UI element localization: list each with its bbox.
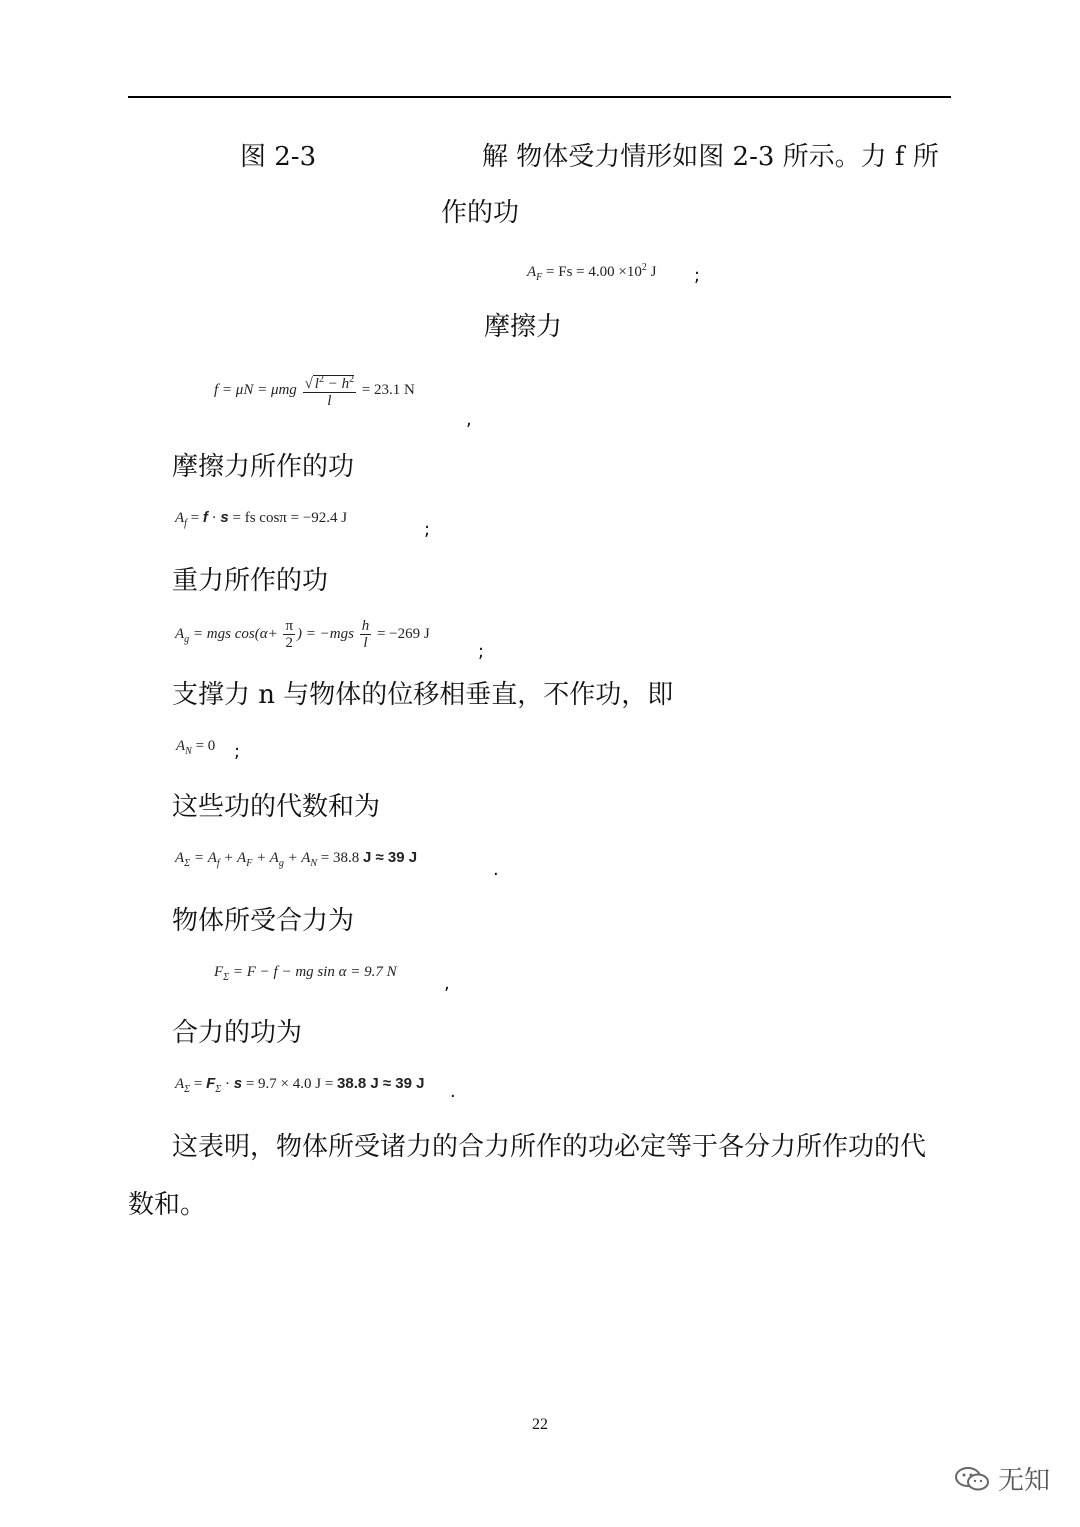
solution-intro-line1: 解 物体受力情形如图 2-3 所示。力 f 所 <box>482 142 939 172</box>
header-rule <box>128 96 951 98</box>
watermark <box>954 1460 1050 1497</box>
punct-semicolon: ; <box>694 265 701 286</box>
gravity-work-label: 重力所作的功 <box>172 566 329 596</box>
punct-semicolon: ; <box>478 641 485 662</box>
friction-label: 摩擦力 <box>484 312 563 342</box>
page-number: 22 <box>532 1416 548 1433</box>
net-force-label: 物体所受合力为 <box>172 906 355 936</box>
watermark-text: 无知 <box>998 1466 1051 1496</box>
wechat-chat-bubbles-icon <box>954 1465 990 1493</box>
figure-label: 图 2-3 <box>240 142 317 172</box>
equation-work-F: $A_F = Fs = 4.00 \times 10^2$ J <box>527 262 657 283</box>
equation-work-normal: $A_N = 0$ <box>176 738 216 757</box>
sum-label: 这些功的代数和为 <box>172 792 381 822</box>
equation-work-sum: $A_\Sigma = A_f + A_F + A_g + A_N = 38.8$ J ≈ 39 J <box>175 849 418 869</box>
punct-comma: , <box>444 973 450 994</box>
conclusion-line2: 数和。 <box>128 1190 207 1220</box>
net-work-label: 合力的功为 <box>172 1018 303 1048</box>
normal-force-statement: 支撑力 n 与物体的位移相垂直，不作功，即 <box>172 680 674 710</box>
friction-work-label: 摩擦力所作的功 <box>172 452 355 482</box>
equation-work-friction: $A_f = f \cdot s$ = fs cosπ = −92.4 J <box>175 509 348 529</box>
conclusion-line1: 这表明，物体所受诸力的合力所作的功必定等于各分力所作功的代 <box>172 1132 927 1162</box>
equation-friction: f = μN = μmg $\frac{√ l^2 - h^2}{l}$ = 23.1 N <box>214 374 415 409</box>
equation-net-force: $F_\Sigma = F - f$ − mg sin α = 9.7 N <box>214 964 397 983</box>
punct-period: . <box>493 859 499 880</box>
equation-net-work: $A_\Sigma = F_\Sigma \cdot s = 9.7 \times 4.0$ J = 38.8 J ≈ 39 J <box>175 1075 425 1095</box>
punct-semicolon: ; <box>234 741 241 762</box>
equation-work-gravity: $A_g$ = mgs cos(α+ $\frac{\pi}{2}$ ) = −mgs $\frac{h}{l}$ = −269 J <box>175 618 430 651</box>
punct-comma: , <box>466 409 472 430</box>
punct-period: . <box>450 1081 456 1102</box>
solution-intro-line2: 作的功 <box>441 198 520 228</box>
punct-semicolon: ; <box>424 519 431 540</box>
